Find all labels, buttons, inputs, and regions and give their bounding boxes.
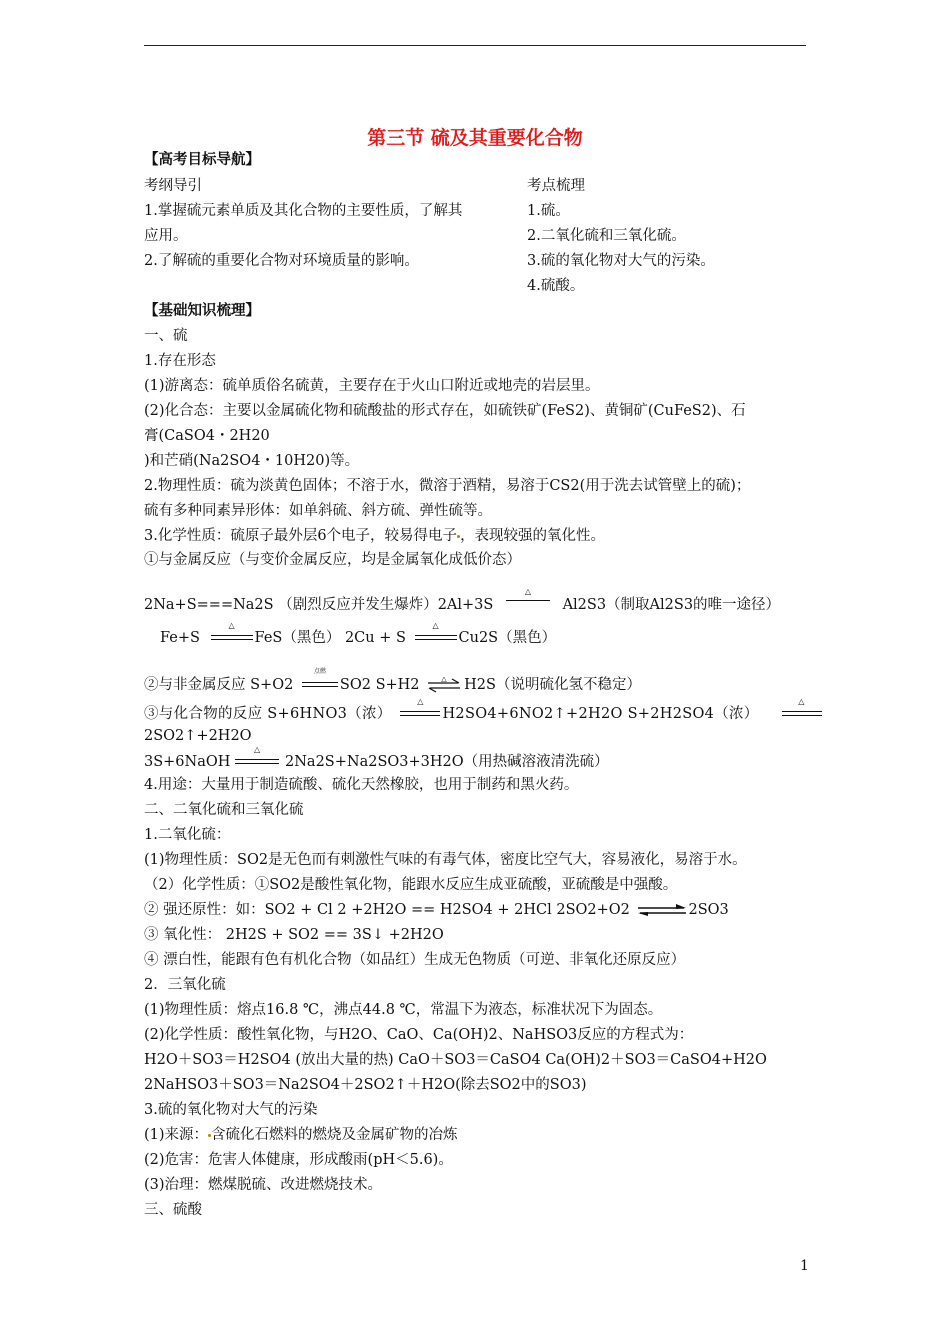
heat-condition-sign <box>415 621 457 644</box>
reversible-arrow-icon <box>636 903 688 917</box>
equation-text: Al2S3（制取Al2S3的唯一途径） <box>562 597 781 613</box>
text-line: (1)物理性质：SO2是无色而有刺激性气味的有毒气体，密度比空气大，容易液化，易溶于水。 <box>144 852 747 868</box>
equation-bar <box>211 635 253 636</box>
heat-condition-sign <box>506 587 550 612</box>
equation-text: Cu2S（黑色） <box>458 630 557 646</box>
text-line: 1.存在形态 <box>144 353 216 369</box>
equation-bar <box>415 635 457 636</box>
equation-text: 3S+6NaOH <box>144 754 231 770</box>
text-line: (2)化学性质：酸性氧化物，与H2O、CaO、Ca(OH)2、NaHSO3反应的方程式为： <box>144 1027 694 1043</box>
equation-bar <box>235 759 279 760</box>
equation-bar <box>782 711 822 712</box>
header-rule <box>144 45 806 46</box>
column-heading-guide: 考纲导引 <box>144 178 202 194</box>
equation-bar <box>400 715 440 716</box>
equation-bar <box>415 639 457 640</box>
heat-symbol: △ <box>417 697 424 706</box>
guide-item-1-cont: 应用。 <box>144 228 188 244</box>
text-line: 1.二氧化硫： <box>144 827 231 843</box>
heading-sulfur: 一、硫 <box>144 328 188 344</box>
equation-text: ③与化合物的反应 S+6HNO3（浓） <box>144 706 392 722</box>
heat-symbol: △ <box>228 621 235 630</box>
text-fragment: (1)来源： <box>144 1127 209 1143</box>
text-fragment: ，表现较强的氧化性。 <box>460 528 606 544</box>
text-fragment: 含硫化石燃料的燃烧及金属矿物的冶炼 <box>211 1127 458 1143</box>
text-line: 2．三氧化硫 <box>144 977 226 993</box>
heat-condition-sign <box>235 745 279 768</box>
text-line: (2)危害：危害人体健康，形成酸雨(pH＜5.6)。 <box>144 1152 453 1168</box>
equation-text: 2SO3 <box>688 902 729 918</box>
column-heading-points: 考点梳理 <box>527 178 585 194</box>
page-title: 第三节 硫及其重要化合物 <box>367 127 583 149</box>
text-line: (1)游离态：硫单质俗名硫黄，主要存在于火山口附近或地壳的岩层里。 <box>144 378 600 394</box>
equation-line <box>144 745 609 772</box>
text-line: 硫有多种同素异形体：如单斜硫、斜方硫、弹性硫等。 <box>144 503 492 519</box>
equation-line <box>144 697 822 724</box>
equation-line: 2SO2↑+2H2O <box>144 728 252 744</box>
heat-symbol: △ <box>524 587 532 596</box>
equation-bar <box>302 686 338 687</box>
equation-text: Fe+S <box>160 630 200 646</box>
text-line: （2）化学性质：①SO2是酸性氧化物，能跟水反应生成亚硫酸，亚硫酸是中强酸。 <box>144 877 678 893</box>
equation-bar <box>235 763 279 764</box>
reversible-arrow-icon <box>426 677 462 693</box>
text-fragment: 3.化学性质：硫原子最外层6个电子，较易得电子 <box>144 528 458 544</box>
guide-item-2: 2.了解硫的重要化合物对环境质量的影响。 <box>144 253 419 269</box>
equation-text: ② 强还原性：如：SO2 + Cl 2 +2H2O == H2SO4 + 2HCl 2SO2+O2 <box>144 902 630 918</box>
equation-bar <box>782 715 822 716</box>
heat-symbol: △ <box>441 677 447 683</box>
text-line: (3)治理：燃煤脱硫、改进燃烧技术。 <box>144 1177 383 1193</box>
text-line: (1)物理性质：熔点16.8 ℃，沸点44.8 ℃，常温下为液态，标准状况下为固态。 <box>144 1002 663 1018</box>
section-heading-basics: 【基础知识梳理】 <box>144 302 260 319</box>
text-line: ④ 漂白性，能跟有色有机化合物（如品红）生成无色物质（可逆、非氧化还原反应） <box>144 952 686 968</box>
heat-symbol: △ <box>432 621 439 630</box>
page-number: 1 <box>800 1258 809 1274</box>
point-item-4: 4.硫酸。 <box>527 278 585 294</box>
heat-condition-sign <box>782 697 822 720</box>
text-line <box>144 526 605 546</box>
equation-line <box>144 900 729 920</box>
heat-symbol: △ <box>798 697 805 706</box>
text-line: 膏(CaSO4・2H20 <box>144 428 270 444</box>
equation-text: 2Na2S+Na2SO3+3H2O（用热碱溶液清洗硫） <box>285 754 609 770</box>
equation-text: ②与非金属反应 S+O2 <box>144 677 294 693</box>
heat-condition-sign <box>400 697 440 720</box>
text-line: ①与金属反应（与变价金属反应，均是金属氧化成低价态） <box>144 552 521 568</box>
heading-so2-so3: 二、二氧化硫和三氧化硫 <box>144 802 304 818</box>
equation-bar <box>302 682 338 683</box>
text-line: 4.用途：大量用于制造硫酸、硫化天然橡胶，也用于制药和黑火药。 <box>144 777 579 793</box>
text-line: (2)化合态：主要以金属硫化物和硫酸盐的形式存在，如硫铁矿(FeS2)、黄铜矿(CuFeS2)、石 <box>144 403 746 419</box>
equation-bar <box>506 600 550 601</box>
text-line: )和芒硝(Na2SO4・10H20)等。 <box>144 453 360 469</box>
heat-symbol: △ <box>253 745 261 754</box>
point-item-1: 1.硫。 <box>527 203 570 219</box>
heading-sulfuric-acid: 三、硫酸 <box>144 1202 202 1218</box>
equation-line <box>144 668 641 695</box>
text-line: 2.物理性质：硫为淡黄色固体；不溶于水，微溶于酒精，易溶于CS2(用于洗去试管壁上的硫)； <box>144 478 751 494</box>
equation-text: H2S（说明硫化氢不稳定） <box>464 677 641 693</box>
ignite-label: 点燃 <box>313 668 326 675</box>
point-item-2: 2.二氧化硫和三氧化硫。 <box>527 228 686 244</box>
guide-item-1: 1.掌握硫元素单质及其化合物的主要性质，了解其 <box>144 203 463 219</box>
equation-text: SO2 S+H2 <box>339 677 420 693</box>
point-item-3: 3.硫的氧化物对大气的污染。 <box>527 253 715 269</box>
equation-bar <box>400 711 440 712</box>
equation-line: H2O＋SO3＝H2SO4 (放出大量的热) CaO＋SO3＝CaSO4 Ca(OH)2＋SO3＝CaSO4+H2O <box>144 1052 767 1068</box>
text-line: 3.硫的氧化物对大气的污染 <box>144 1102 318 1118</box>
ignite-condition-sign <box>302 668 338 691</box>
text-line <box>144 1125 458 1145</box>
equation-line <box>160 621 557 648</box>
equation-line: ③ 氧化性： 2H2S + SO2 == 3S↓ +2H2O <box>144 927 444 943</box>
heat-condition-sign <box>211 621 253 644</box>
equation-text: FeS（黑色） 2Cu + S <box>254 630 406 646</box>
equation-bar <box>211 639 253 640</box>
equation-text: H2SO4+6NO2↑+2H2O S+2H2SO4（浓） <box>442 706 759 722</box>
equation-text: 2Na+S===Na2S （剧烈反应并发生爆炸）2Al+3S <box>144 597 494 613</box>
equation-line: 2NaHSO3＋SO3＝Na2SO4＋2SO2↑＋H2O(除去SO2中的SO3) <box>144 1077 587 1093</box>
section-heading-goals: 【高考目标导航】 <box>144 151 260 168</box>
equation-line <box>144 587 781 615</box>
